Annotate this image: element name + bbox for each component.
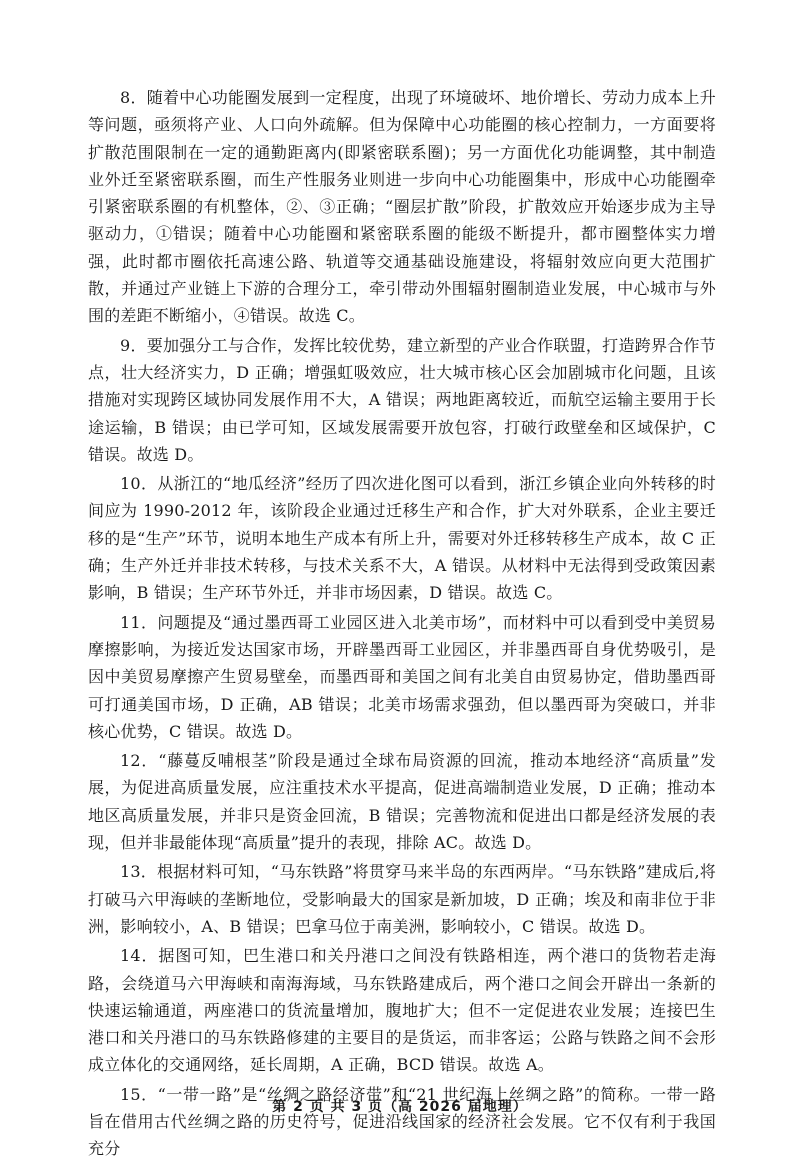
explanation-13: 13．根据材料可知，“马东铁路”将贯穿马来半岛的东西两岸。“马东铁路”建成后,将打破马六甲海峡的垄断地位，受影响最大的国家是新加坡，D 正确；埃及和南非位于非洲，影响较小，A、B 错误；巴拿马位于南美洲，影响较小，C 错误。故选 D。 xyxy=(88,862,716,936)
explanation-8: 8．随着中心功能圈发展到一定程度，出现了环境破坏、地价增长、劳动力成本上升等问题，亟须将产业、人口向外疏解。但为保障中心功能圈的核心控制力，一方面要将扩散范围限制在一定的通勤距离内(即紧密联系圈)；另一方面优化功能调整，其中制造业外迁至紧密联系圈，而生产性服务业则进一步向中心功能圈集中，形成中心功能圈牵引紧密联系圈的有机整体，②、③正确；“圈层扩散”阶段，扩散效应开始逐步成为主导驱动力，①错误；随着中心功能圈和紧密联系圈的能级不断提升，都市圈整体实力增强，此时都市圈依托高速公路、轨道等交通基础设施建设，将辐射效应向更大范围扩散，并通过产业链上下游的合理分工，牵引带动外围辐射圈制造业发展，中心城市与外围的差距不断缩小，④错误。故选 C。 xyxy=(88,88,716,326)
explanation-11: 11．问题提及“通过墨西哥工业园区进入北美市场”，而材料中可以看到受中美贸易摩擦影响，为接近发达国家市场，开辟墨西哥工业园区，并非墨西哥自身优势吸引，是因中美贸易摩擦产生贸易壁垒，而墨西哥和美国之间有北美自由贸易协定，借助墨西哥可打通美国市场，D 正确，AB 错误；北美市场需求强劲，但以墨西哥为突破口，并非核心优势，C 错误。故选 D。 xyxy=(88,612,716,741)
answer-explanations xyxy=(88,84,716,1165)
explanation-10: 10．从浙江的“地瓜经济”经历了四次进化图可以看到，浙江乡镇企业向外转移的时间应为 1990-2012 年，该阶段企业通过迁移生产和合作，扩大对外联系，企业主要迁移的是“生产”环节，说明本地生产成本有所上升，需要对外迁移转移生产成本，故 C 正确；生产外迁并非技术转移，与技术关系不大，A 错误。从材料中无法得到受政策因素影响，B 错误；生产环节外迁，并非市场因素，D 错误。故选 C。 xyxy=(88,474,716,603)
explanation-9: 9．要加强分工与合作，发挥比较优势，建立新型的产业合作联盟，打造跨界合作节点，壮大经济实力，D 正确；增强虹吸效应，壮大城市核心区会加剧城市化问题，且该措施对实现跨区域协同发展作用不大，A 错误；两地距离较近，而航空运输主要用于长途运输，B 错误；由已学可知，区域发展需要开放包容，打破行政壁垒和区域保护，C 错误。故选 D。 xyxy=(88,335,716,464)
page-footer: 第 2 页 共 3 页（高 2026 届地理） xyxy=(272,1099,528,1115)
explanation-12: 12．“藤蔓反哺根茎”阶段是通过全球布局资源的回流，推动本地经济“高质量”发展，为促进高质量发展，应注重技术水平提高，促进高端制造业发展，D 正确；推动本地区高质量发展，并非只是资金回流，B 错误；完善物流和促进出口都是经济发展的表现，但并非最能体现“高质量”提升的表现，排除 AC。故选 D。 xyxy=(88,751,716,853)
explanation-15: 15．“一带一路”是“丝绸之路经济带”和“21 世纪海上丝绸之路”的简称。一带一路旨在借用古代丝绸之路的历史符号，促进沿线国家的经济社会发展。它不仅有利于我国充分 xyxy=(88,1084,716,1159)
explanation-14: 14．据图可知，巴生港口和关丹港口之间没有铁路相连，两个港口的货物若走海路，会绕道马六甲海峡和南海海域，马东铁路建成后，两个港口之间会开辟出一条新的快速运输通道，两座港口的货流量增加，腹地扩大；但不一定促进农业发展；连接巴生港口和关丹港口的马东铁路修建的主要目的是货运，而非客运；公路与铁路之间不会形成立体化的交通网络，延长周期，A 正确，BCD 错误。故选 A。 xyxy=(88,946,716,1075)
